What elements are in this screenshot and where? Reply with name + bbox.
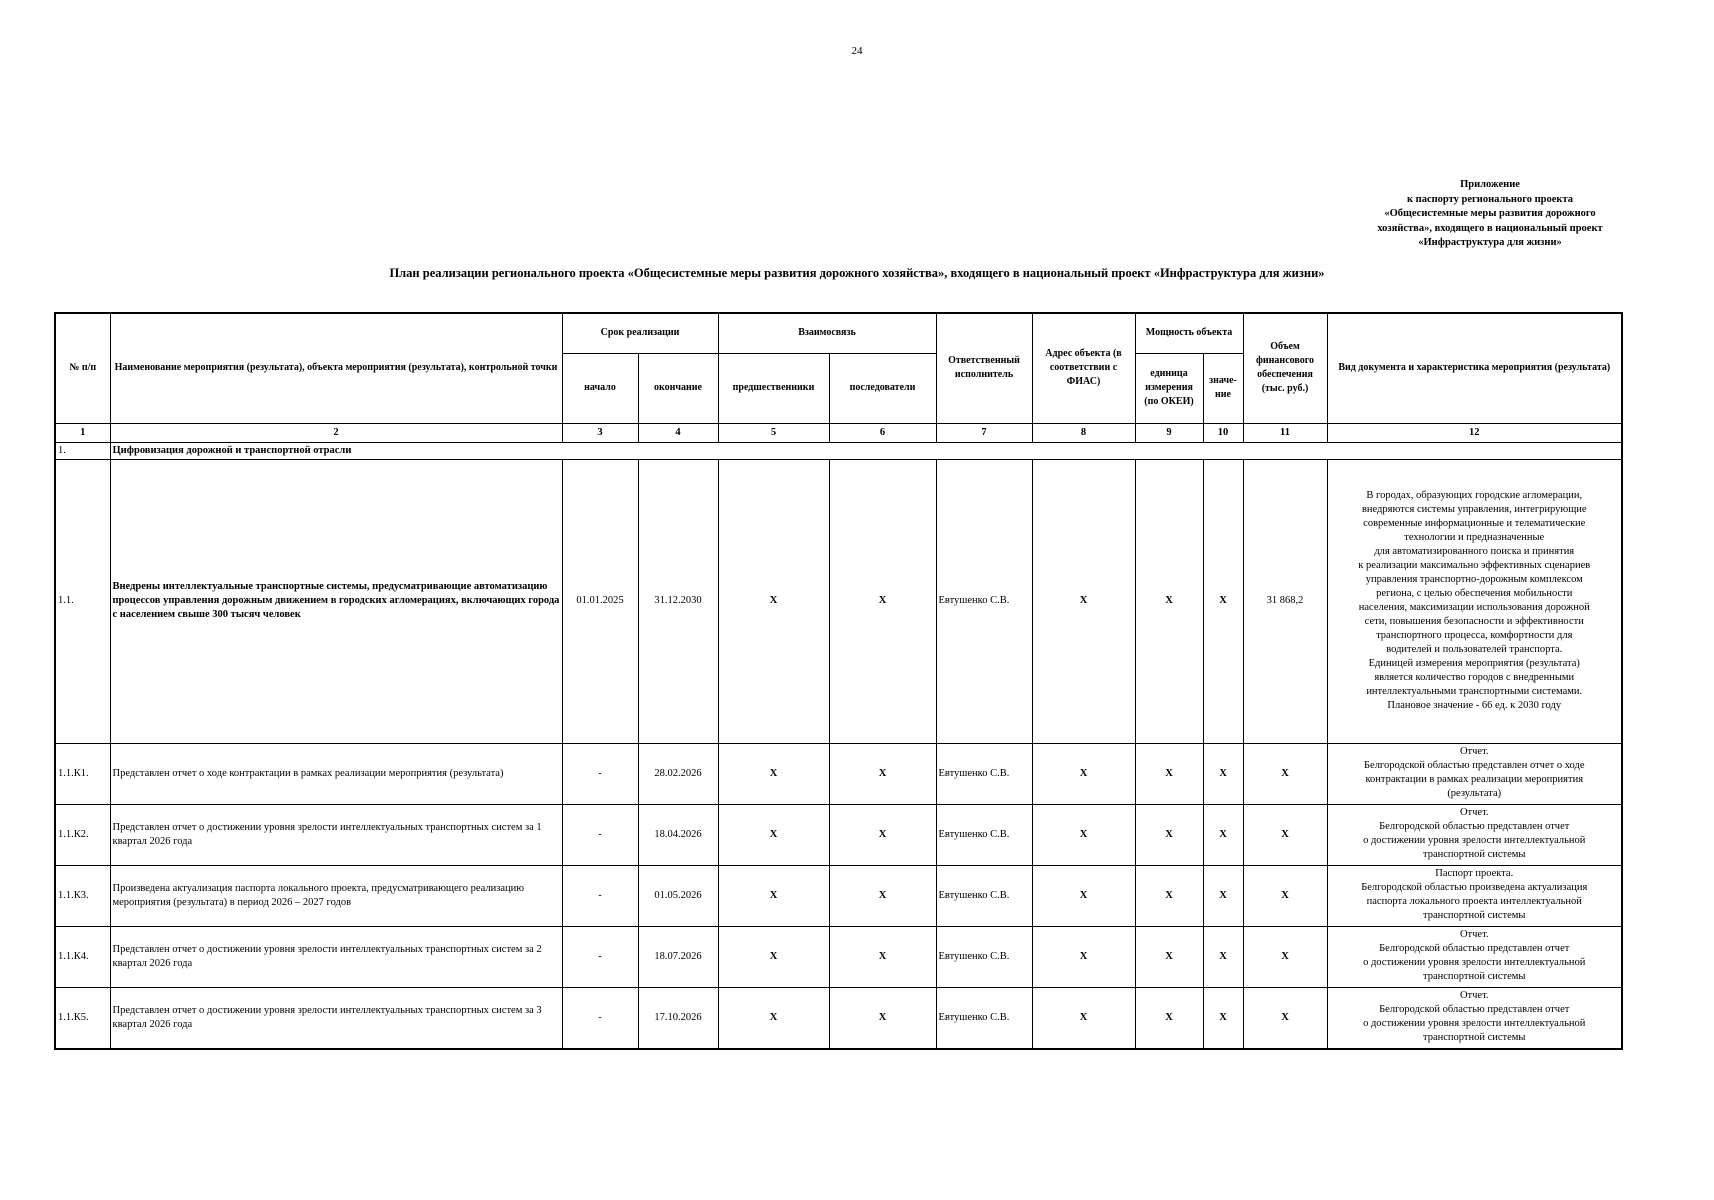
header-successors: последователи xyxy=(829,353,936,423)
header-end: окончание xyxy=(638,353,718,423)
row-name: Представлен отчет о достижении уровня зрелости интеллектуальных транспортных систем за 1 квартал 2026 года xyxy=(110,804,562,865)
doc-line: Отчет. xyxy=(1459,928,1489,940)
doc-line: транспортного процесса, комфортности для xyxy=(1376,630,1573,641)
appendix-line: «Общесистемные меры развития дорожного xyxy=(1384,208,1596,219)
row-address: X xyxy=(1032,987,1135,1049)
column-number: 5 xyxy=(718,423,829,442)
doc-line: является количество городов с внедренными xyxy=(1374,672,1575,683)
doc-line: Белгородской областью представлен отчет xyxy=(1379,1003,1570,1015)
row-name: Произведена актуализация паспорта локального проекта, предусматривающего реализацию мероприятия (результата) в период 2026 – 2027 годов xyxy=(110,865,562,926)
header-address: Адрес объекта (в соответствии с ФИАС) xyxy=(1032,313,1135,423)
header-predecessors: предшественники xyxy=(718,353,829,423)
row-document xyxy=(1327,987,1622,1049)
appendix-line: «Инфраструктура для жизни» xyxy=(1418,237,1562,248)
row-predecessors: X xyxy=(718,865,829,926)
row-start: - xyxy=(562,804,638,865)
doc-line: о достижении уровня зрелости интеллектуальной xyxy=(1363,1017,1586,1029)
row-predecessors: X xyxy=(718,987,829,1049)
row-predecessors: X xyxy=(718,804,829,865)
doc-line: Паспорт проекта. xyxy=(1435,867,1514,879)
doc-line: транспортной системы xyxy=(1423,848,1526,860)
row-unit: X xyxy=(1135,926,1203,987)
column-number: 1 xyxy=(55,423,110,442)
row-financing: X xyxy=(1243,926,1327,987)
appendix-note xyxy=(1290,178,1690,251)
doc-line: транспортной системы xyxy=(1423,909,1526,921)
doc-line: паспорта локального проекта интеллектуальной xyxy=(1366,895,1582,907)
row-responsible: Евтушенко С.В. xyxy=(936,804,1032,865)
row-address: X xyxy=(1032,865,1135,926)
doc-line: внедряются системы управления, интегрирующие xyxy=(1361,504,1587,515)
doc-line: сети, повышения безопасности и эффективности xyxy=(1364,616,1584,627)
column-number: 6 xyxy=(829,423,936,442)
row-unit: X xyxy=(1135,743,1203,804)
row-name: Внедрены интеллектуальные транспортные системы, предусматривающие автоматизацию процессов управления дорожным движением в городских агломерациях, включающих города с населением свыше 300 тысяч человек xyxy=(110,459,562,743)
appendix-line: к паспорту регионального проекта xyxy=(1406,193,1573,205)
row-responsible: Евтушенко С.В. xyxy=(936,459,1032,743)
doc-line: Белгородской областью представлен отчет о ходе xyxy=(1364,759,1585,771)
row-predecessors: X xyxy=(718,459,829,743)
header-financing: Объем финансового обеспечения (тыс. руб.) xyxy=(1243,313,1327,423)
doc-line: транспортной системы xyxy=(1423,970,1526,982)
row-financing: 31 868,2 xyxy=(1243,459,1327,743)
row-name: Представлен отчет о достижении уровня зрелости интеллектуальных транспортных систем за 3 квартал 2026 года xyxy=(110,987,562,1049)
row-num: 1.1.К3. xyxy=(55,865,110,926)
row-predecessors: X xyxy=(718,743,829,804)
doc-line: для автоматизированного поиска и принятия xyxy=(1374,546,1575,557)
row-financing: X xyxy=(1243,804,1327,865)
row-responsible: Евтушенко С.В. xyxy=(936,987,1032,1049)
row-unit: X xyxy=(1135,804,1203,865)
row-document xyxy=(1327,459,1622,743)
appendix-line: хозяйства», входящего в национальный проект xyxy=(1377,222,1603,234)
row-num: 1.1.К4. xyxy=(55,926,110,987)
row-document xyxy=(1327,743,1622,804)
doc-line: населения, максимизации использования дорожной xyxy=(1358,602,1590,613)
table-row xyxy=(55,743,1622,804)
doc-line: водителей и пользователей транспорта. xyxy=(1386,644,1563,655)
table-row xyxy=(55,459,1622,743)
row-value: X xyxy=(1203,987,1243,1049)
row-unit: X xyxy=(1135,459,1203,743)
row-document xyxy=(1327,865,1622,926)
row-successors: X xyxy=(829,804,936,865)
doc-line: современные информационные и телематические xyxy=(1363,518,1586,529)
doc-line: Белгородской областью представлен отчет xyxy=(1379,820,1570,832)
row-start: - xyxy=(562,987,638,1049)
header-responsible: Ответственный исполнитель xyxy=(936,313,1032,423)
row-address: X xyxy=(1032,459,1135,743)
column-number: 9 xyxy=(1135,423,1203,442)
doc-line: Белгородской областью представлен отчет xyxy=(1379,942,1570,954)
doc-line: к реализации максимально эффективных сценариев xyxy=(1358,560,1591,571)
row-num: 1.1. xyxy=(55,459,110,743)
row-value: X xyxy=(1203,804,1243,865)
column-number: 4 xyxy=(638,423,718,442)
table-row xyxy=(55,987,1622,1049)
row-end: 18.04.2026 xyxy=(638,804,718,865)
header-value: значе-ние xyxy=(1203,353,1243,423)
doc-line: Плановое значение - 66 ед. к 2030 году xyxy=(1387,700,1562,711)
row-document xyxy=(1327,926,1622,987)
row-value: X xyxy=(1203,865,1243,926)
row-end: 18.07.2026 xyxy=(638,926,718,987)
row-start: - xyxy=(562,743,638,804)
doc-line: интеллектуальными транспортными системами. xyxy=(1366,686,1583,697)
row-end: 28.02.2026 xyxy=(638,743,718,804)
row-address: X xyxy=(1032,743,1135,804)
column-number: 10 xyxy=(1203,423,1243,442)
doc-line: региона, с целью обеспечения мобильности xyxy=(1376,588,1573,599)
header-capacity: Мощность объекта xyxy=(1135,313,1243,353)
row-end: 01.05.2026 xyxy=(638,865,718,926)
page-number: 24 xyxy=(851,45,863,57)
row-responsible: Евтушенко С.В. xyxy=(936,865,1032,926)
row-responsible: Евтушенко С.В. xyxy=(936,743,1032,804)
row-end: 17.10.2026 xyxy=(638,987,718,1049)
column-number: 7 xyxy=(936,423,1032,442)
header-num: № п/п xyxy=(55,313,110,423)
row-name: Представлен отчет о ходе контрактации в рамках реализации мероприятия (результата) xyxy=(110,743,562,804)
doc-line: о достижении уровня зрелости интеллектуальной xyxy=(1363,834,1586,846)
table-row xyxy=(55,804,1622,865)
document-title: План реализации регионального проекта «Общесистемные меры развития дорожного хозяйства», входящего в национальный проект «Инфраструктура для жизни» xyxy=(389,266,1325,280)
table-row xyxy=(55,865,1622,926)
doc-line: Белгородской областью произведена актуализация xyxy=(1361,881,1588,893)
row-num: 1.1.К1. xyxy=(55,743,110,804)
header-document: Вид документа и характеристика мероприятия (результата) xyxy=(1327,313,1622,423)
doc-line: (результата) xyxy=(1447,787,1502,799)
doc-line: Отчет. xyxy=(1459,989,1489,1001)
doc-line: управления транспортно-дорожным комплексом xyxy=(1365,574,1583,585)
row-predecessors: X xyxy=(718,926,829,987)
header-link: Взаимосвязь xyxy=(718,313,936,353)
row-end: 31.12.2030 xyxy=(638,459,718,743)
row-address: X xyxy=(1032,804,1135,865)
table-row xyxy=(55,926,1622,987)
row-successors: X xyxy=(829,459,936,743)
doc-line: Единицей измерения мероприятия (результата) xyxy=(1368,658,1580,669)
row-financing: X xyxy=(1243,865,1327,926)
section-name: Цифровизация дорожной и транспортной отрасли xyxy=(110,442,1622,459)
doc-line: о достижении уровня зрелости интеллектуальной xyxy=(1363,956,1586,968)
column-number: 11 xyxy=(1243,423,1327,442)
row-start: 01.01.2025 xyxy=(562,459,638,743)
row-value: X xyxy=(1203,926,1243,987)
row-unit: X xyxy=(1135,987,1203,1049)
row-financing: X xyxy=(1243,987,1327,1049)
header-start: начало xyxy=(562,353,638,423)
row-successors: X xyxy=(829,987,936,1049)
column-number: 2 xyxy=(110,423,562,442)
doc-line: транспортной системы xyxy=(1423,1031,1526,1043)
row-successors: X xyxy=(829,926,936,987)
row-name: Представлен отчет о достижении уровня зрелости интеллектуальных транспортных систем за 2 квартал 2026 года xyxy=(110,926,562,987)
section-row xyxy=(55,442,1622,459)
row-start: - xyxy=(562,926,638,987)
row-num: 1.1.К5. xyxy=(55,987,110,1049)
doc-line: технологии и предназначенные xyxy=(1404,532,1545,543)
row-successors: X xyxy=(829,865,936,926)
row-financing: X xyxy=(1243,743,1327,804)
row-responsible: Евтушенко С.В. xyxy=(936,926,1032,987)
column-number: 8 xyxy=(1032,423,1135,442)
column-number: 12 xyxy=(1327,423,1622,442)
doc-line: Отчет. xyxy=(1459,745,1489,757)
appendix-line: Приложение xyxy=(1460,179,1520,190)
doc-line: В городах, образующих городские агломерации, xyxy=(1366,490,1583,501)
header-unit: единица измерения (по ОКЕИ) xyxy=(1135,353,1203,423)
row-start: - xyxy=(562,865,638,926)
section-num: 1. xyxy=(55,442,110,459)
row-num: 1.1.К2. xyxy=(55,804,110,865)
doc-line: Отчет. xyxy=(1459,806,1489,818)
header-period: Срок реализации xyxy=(562,313,718,353)
row-address: X xyxy=(1032,926,1135,987)
header-name: Наименование мероприятия (результата), объекта мероприятия (результата), контрольной точки xyxy=(110,313,562,423)
doc-line: контрактации в рамках реализации мероприятия xyxy=(1365,773,1584,785)
row-value: X xyxy=(1203,459,1243,743)
row-successors: X xyxy=(829,743,936,804)
row-unit: X xyxy=(1135,865,1203,926)
column-number: 3 xyxy=(562,423,638,442)
plan-table xyxy=(54,312,1623,1050)
row-value: X xyxy=(1203,743,1243,804)
row-document xyxy=(1327,804,1622,865)
